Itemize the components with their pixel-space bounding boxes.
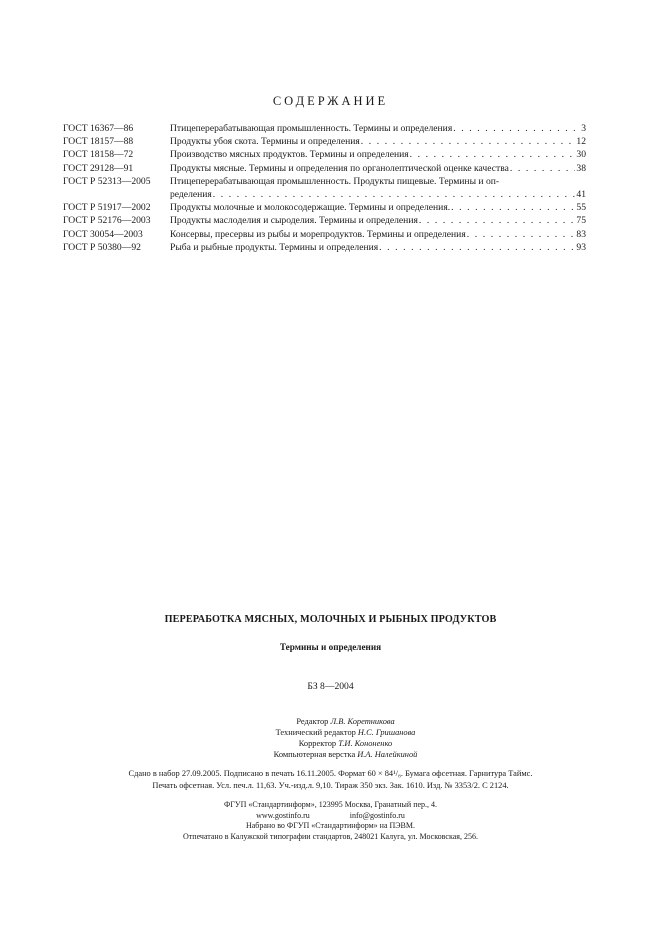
toc-text: Птицеперерабатывающая промышленность. Термины и определения — [170, 123, 453, 134]
toc-code: ГОСТ 30054—2003 — [63, 228, 143, 240]
collection-subheading: Термины и определения — [279, 642, 382, 652]
toc-page: 12 — [576, 136, 586, 148]
toc-text: Продукты маслоделия и сыроделия. Термины и определения — [170, 215, 418, 227]
toc-leader — [510, 162, 576, 175]
toc-code: ГОСТ Р 51917—2002 — [63, 202, 151, 214]
publisher-email: info@gostinfo.ru — [349, 810, 405, 820]
toc-text: Продукты убоя скота. Термины и определения — [170, 136, 360, 148]
toc-leader — [213, 188, 576, 201]
print-info-line: Печать офсетная. Усл. печ.л. 11,63. Уч.-изд.л. 9,10. Тираж 350 экз. Зак. 1610. Изд. № 3353/2. С 2124. — [152, 781, 509, 790]
toc-page: 3 — [581, 123, 586, 134]
toc-page: 83 — [576, 228, 586, 240]
table-of-contents — [63, 122, 586, 254]
toc-entry-continuation — [63, 188, 586, 201]
toc-code: ГОСТ 18158—72 — [63, 149, 134, 161]
toc-text: ределения — [170, 189, 212, 201]
credit-role: Компьютерная верстка — [273, 750, 356, 759]
credit-editor — [0, 716, 661, 727]
credit-proofreader — [0, 738, 661, 749]
toc-leader — [451, 201, 575, 214]
toc-entry — [63, 214, 586, 227]
toc-page: 55 — [576, 202, 586, 214]
toc-page: 38 — [576, 162, 586, 174]
toc-text: Продукты молочные и молокосодержащие. Термины и определения. — [170, 202, 451, 214]
toc-code: ГОСТ Р 52313—2005 — [63, 175, 151, 187]
publisher-address: ФГУП «Стандартинформ», 123995 Москва, Гранатный пер., 4. — [223, 800, 438, 809]
toc-leader — [453, 122, 580, 135]
credit-layout — [0, 749, 661, 760]
credit-name: И.А. Налейкиной — [357, 750, 418, 759]
toc-entry — [63, 148, 586, 161]
toc-entry — [63, 201, 586, 214]
toc-leader — [410, 148, 576, 161]
toc-text: Птицеперерабатывающая промышленность. Продукты пищевые. Термины и оп- — [170, 175, 500, 187]
credit-name: Л.В. Коретникова — [330, 717, 395, 726]
credit-tech-editor — [0, 727, 661, 738]
bz-number: БЗ 8—2004 — [307, 681, 354, 692]
typeset-info: Набрано во ФГУП «Стандартинформ» на ПЭВМ. — [245, 821, 416, 831]
toc-text: Консервы, пресервы из рыбы и морепродуктов. Термины и определения — [170, 228, 466, 240]
toc-page: 75 — [576, 215, 586, 227]
publisher-contacts — [0, 811, 661, 822]
collection-heading: ПЕРЕРАБОТКА МЯСНЫХ, МОЛОЧНЫХ И РЫБНЫХ ПРОДУКТОВ — [164, 614, 497, 625]
contents-title: СОДЕРЖАНИЕ — [272, 94, 389, 108]
toc-text: Продукты мясные. Термины и определения по органолептической оценке качества — [170, 162, 509, 174]
toc-code: ГОСТ 16367—86 — [63, 123, 134, 134]
toc-text: Производство мясных продуктов. Термины и определения — [170, 149, 409, 161]
toc-leader — [361, 135, 576, 148]
toc-leader — [467, 228, 576, 241]
toc-text: Рыба и рыбные продукты. Термины и определения — [170, 241, 379, 253]
toc-code: ГОСТ Р 52176—2003 — [63, 215, 151, 227]
credit-role: Редактор — [296, 717, 329, 726]
print-info-line: Сдано в набор 27.09.2005. Подписано в печать 16.11.2005. Формат 60 × 84¹/₈. Бумага офсетная. Гарнитура Таймс. — [128, 769, 533, 778]
toc-code: ГОСТ 29128—91 — [63, 162, 134, 174]
credits-block — [0, 716, 661, 760]
credit-role: Технический редактор — [275, 728, 356, 737]
toc-entry — [63, 175, 586, 188]
toc-page: 30 — [576, 149, 586, 161]
credit-role: Корректор — [298, 739, 337, 748]
publisher-website: www.gostinfo.ru — [256, 810, 310, 820]
toc-entry — [63, 122, 586, 135]
toc-entry — [63, 162, 586, 175]
toc-leader — [379, 241, 575, 254]
credit-name: Н.С. Гришанова — [357, 728, 416, 737]
toc-code: ГОСТ 18157—88 — [63, 136, 134, 148]
toc-page: 41 — [576, 189, 586, 201]
toc-entry — [63, 135, 586, 148]
publisher-info — [0, 800, 661, 842]
print-info — [0, 768, 661, 792]
toc-code: ГОСТ Р 50380—92 — [63, 241, 141, 253]
toc-entry — [63, 228, 586, 241]
toc-page: 93 — [576, 241, 586, 253]
credit-name: Т.И. Кононенко — [338, 739, 393, 748]
toc-leader — [419, 214, 576, 227]
printer-info: Отпечатано в Калужской типографии стандартов, 248021 Калуга, ул. Московская, 256. — [183, 831, 478, 841]
toc-entry — [63, 241, 586, 254]
